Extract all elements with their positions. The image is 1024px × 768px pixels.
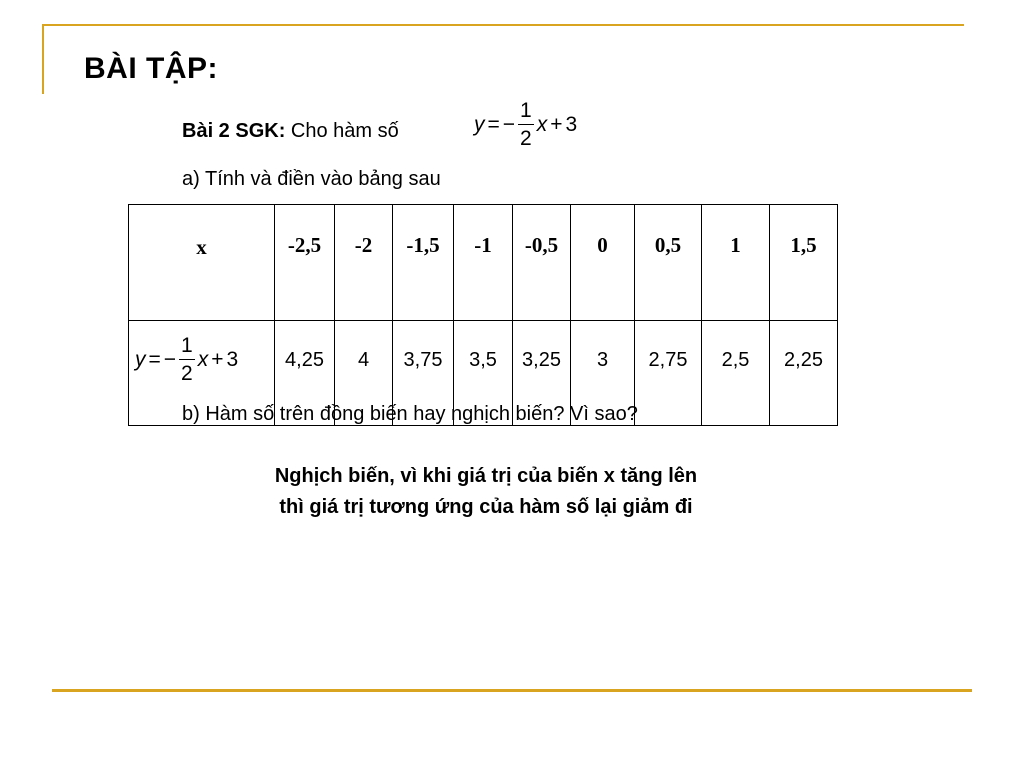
y-value-cell: 2,25	[770, 321, 838, 426]
formula-numerator: 1	[518, 100, 534, 125]
formula-denominator: 2	[520, 127, 532, 150]
y-value-cell: 3,25	[513, 321, 571, 426]
x-header-cell: x	[129, 205, 275, 321]
bottom-accent-line	[52, 689, 972, 692]
formula-equals: =	[148, 347, 161, 371]
formula-fraction	[518, 100, 534, 149]
answer-text	[186, 461, 786, 523]
formula-plus: +	[211, 347, 224, 371]
formula-constant: 3	[565, 112, 578, 136]
part-a-instruction: a) Tính và điền vào bảng sau	[182, 168, 441, 190]
function-formula	[474, 100, 577, 149]
formula-numerator: 1	[179, 335, 195, 360]
y-value-cell: 4,25	[275, 321, 335, 426]
formula-equals: =	[487, 112, 500, 136]
x-value-cell: -2	[335, 205, 393, 321]
x-value-cell: 1,5	[770, 205, 838, 321]
top-accent-line	[42, 24, 964, 26]
x-value-cell: 1	[702, 205, 770, 321]
y-value-cell: 2,75	[635, 321, 702, 426]
y-value-cell: 3,75	[393, 321, 454, 426]
problem-text: Cho hàm số	[290, 120, 399, 142]
y-value-cell: 2,5	[702, 321, 770, 426]
problem-statement	[182, 120, 399, 143]
answer-line-1: Nghịch biến, vì khi giá trị của biến x tăng lên	[274, 465, 698, 487]
x-row	[129, 205, 838, 321]
formula-minus: −	[163, 347, 177, 371]
slide-title: BÀI TẬP:	[84, 52, 218, 85]
formula-x: x	[536, 112, 548, 136]
formula-fraction	[179, 335, 195, 384]
y-value-cell: 3,5	[454, 321, 513, 426]
formula-y: y	[474, 112, 485, 136]
x-value-cell: -0,5	[513, 205, 571, 321]
left-accent-line	[42, 24, 44, 94]
y-header-formula	[135, 335, 238, 384]
formula-x: x	[197, 347, 209, 371]
formula-denominator: 2	[181, 362, 193, 385]
part-b-question: b) Hàm số trên đồng biến hay nghịch biến? Vì sao?	[182, 403, 638, 425]
value-table	[128, 204, 838, 426]
x-value-cell: -1	[454, 205, 513, 321]
problem-label: Bài 2 SGK:	[182, 120, 286, 142]
x-value-cell: -2,5	[275, 205, 335, 321]
formula-y: y	[135, 347, 146, 371]
x-value-cell: -1,5	[393, 205, 454, 321]
y-value-cell: 3	[571, 321, 635, 426]
answer-line-2: thì giá trị tương ứng của hàm số lại giảm đi	[279, 496, 693, 518]
x-value-cell: 0	[571, 205, 635, 321]
x-value-cell: 0,5	[635, 205, 702, 321]
formula-plus: +	[550, 112, 563, 136]
formula-minus: −	[502, 112, 516, 136]
formula-constant: 3	[226, 347, 239, 371]
y-value-cell: 4	[335, 321, 393, 426]
